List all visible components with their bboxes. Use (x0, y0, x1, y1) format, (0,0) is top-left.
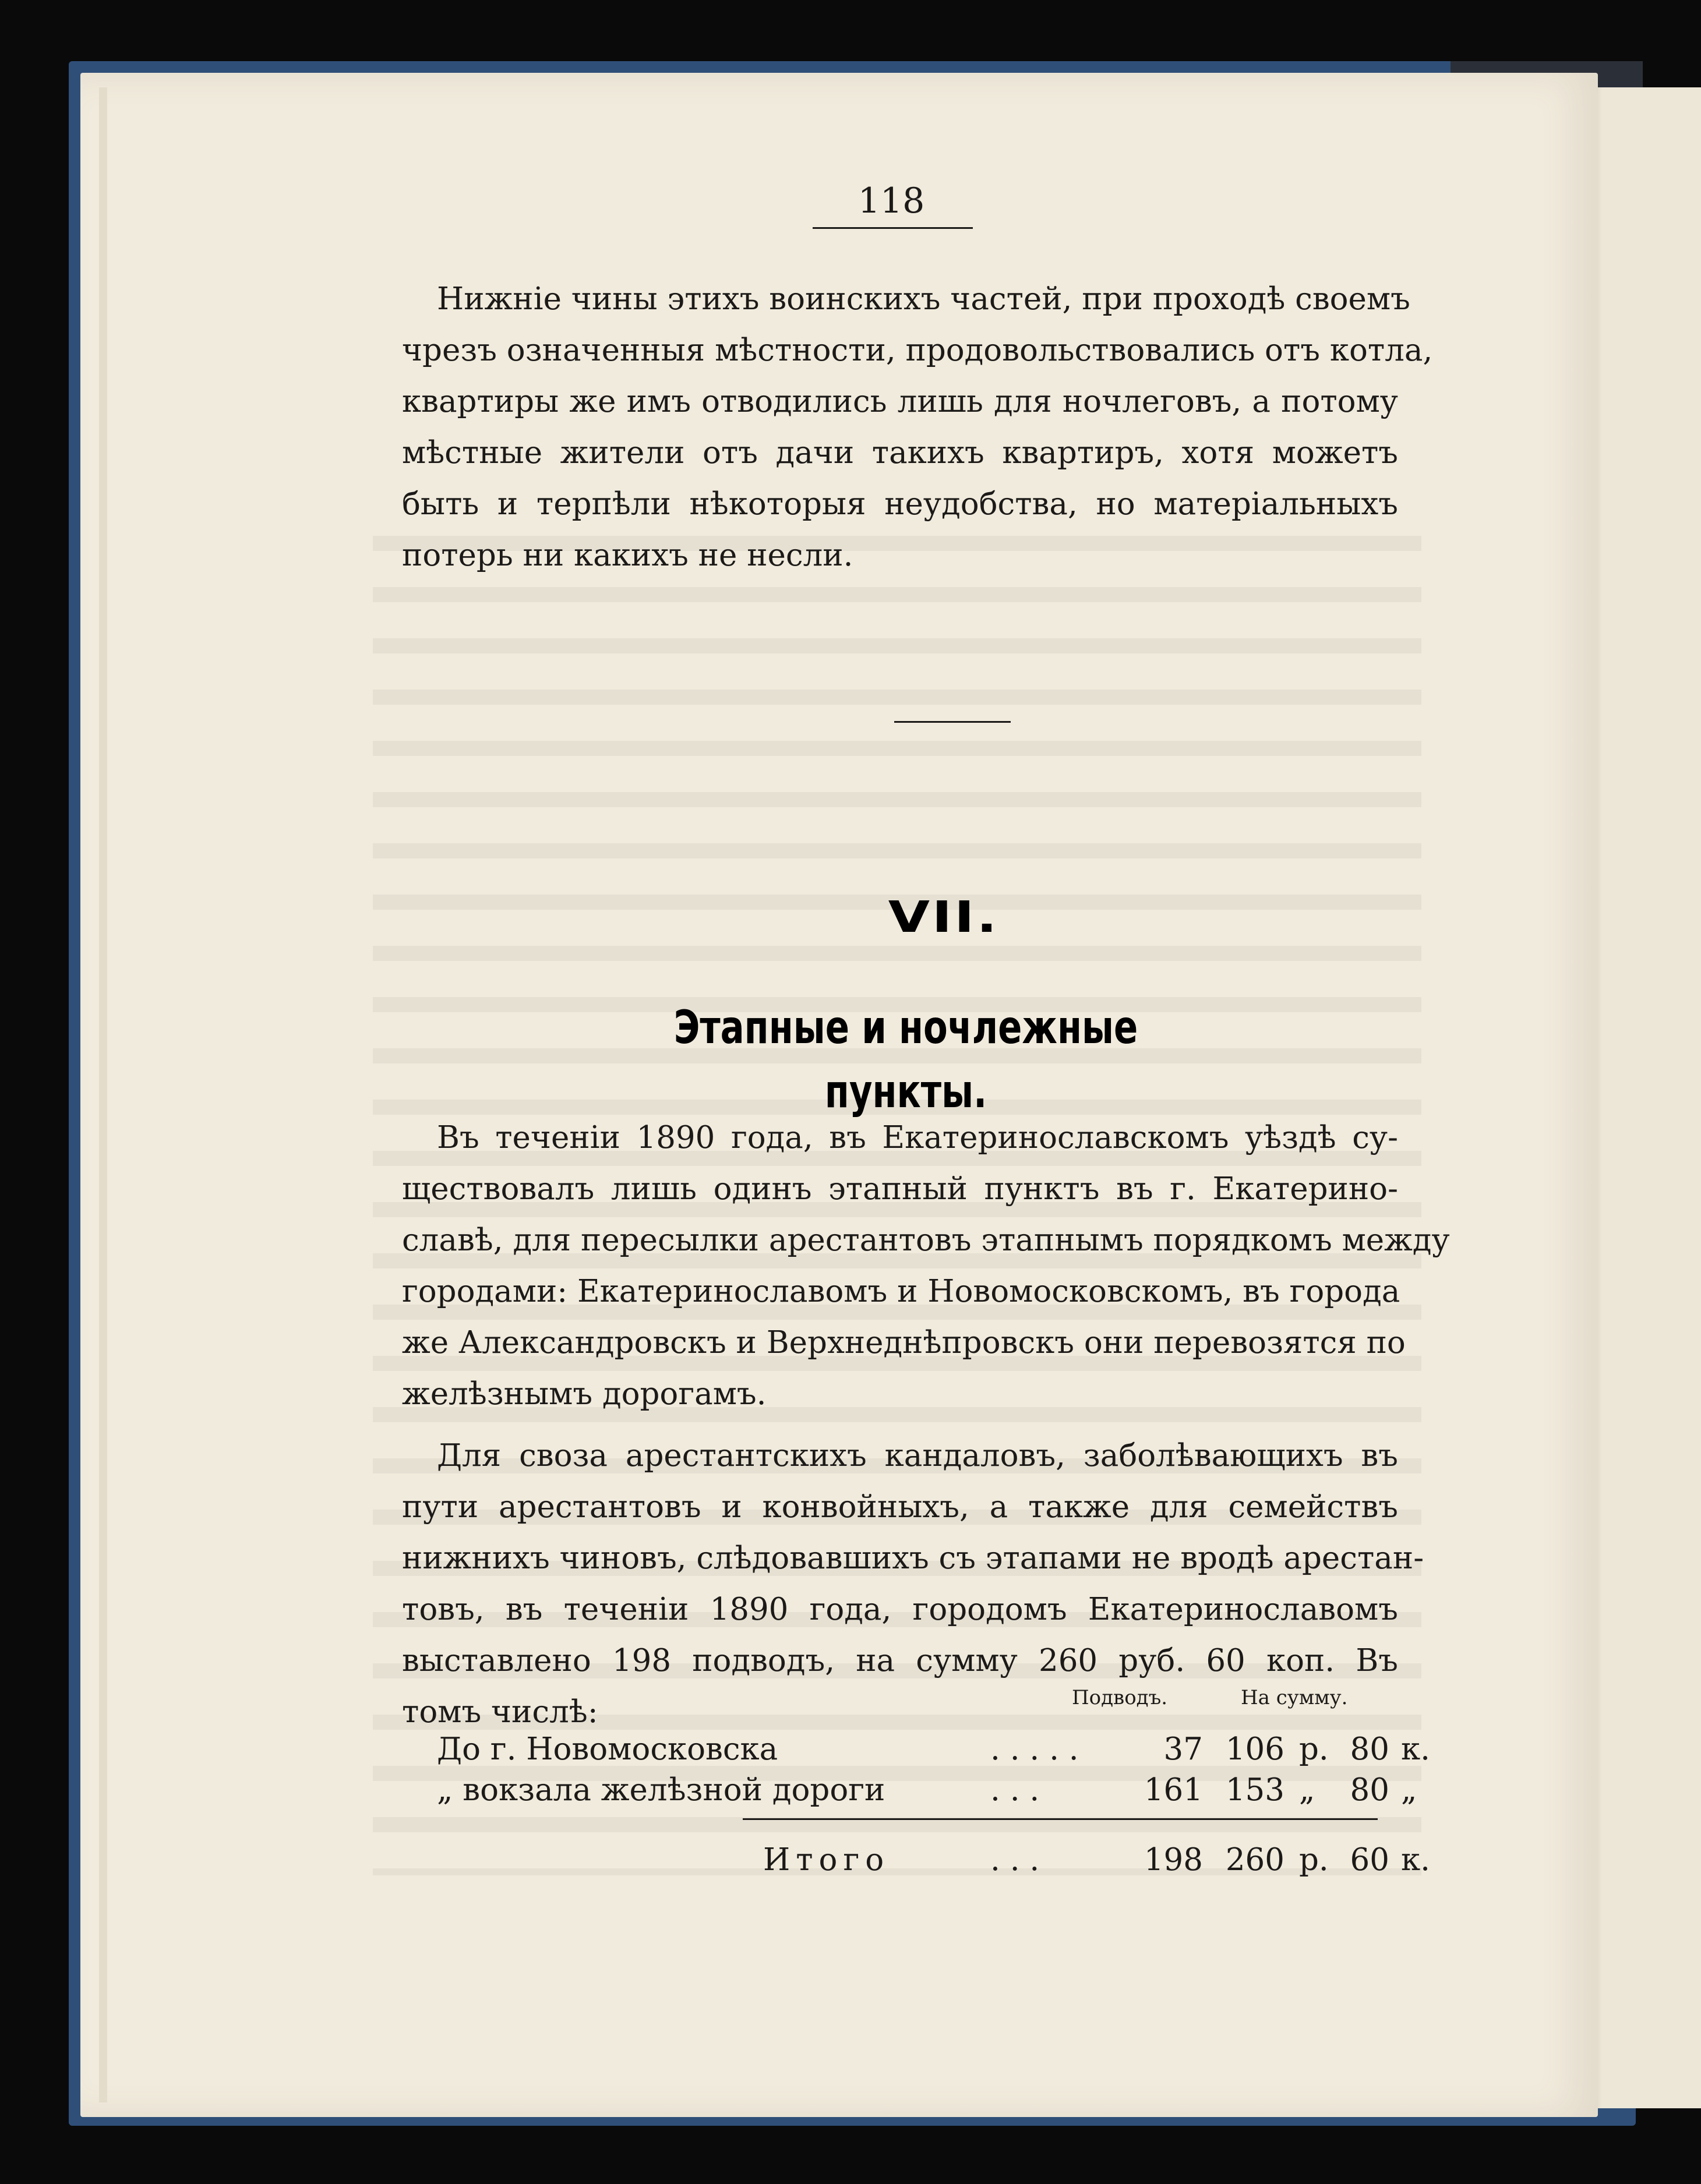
row-label: До г. Новомосковска (437, 1731, 778, 1767)
row-kop-unit: „ (1401, 1772, 1417, 1808)
page-stack-edge (99, 87, 107, 2102)
table-intro-text: томъ числѣ: (402, 1694, 598, 1730)
total-label: Итого (763, 1842, 890, 1878)
text-line: быть и терпѣли нѣкоторыя неудобства, но матеріальныхъ (402, 486, 1398, 522)
text-line: Нижніе чины этихъ воинскихъ частей, при проходѣ своемъ (437, 281, 1410, 317)
total-carts: 198 (1144, 1842, 1203, 1878)
intro-paragraph (402, 274, 1433, 581)
paragraph-1 (402, 1112, 1450, 1420)
text-line: славѣ, для пересылки арестантовъ этапнымъ порядкомъ между (402, 1222, 1450, 1258)
row-label: „ вокзала желѣзной дороги (437, 1772, 885, 1808)
total-kop-unit: к. (1401, 1842, 1430, 1878)
total-dots: . . . (990, 1842, 1040, 1878)
table-total-row (402, 1835, 1430, 1886)
section-divider (894, 721, 1011, 723)
section-title: Этапные и ночлежные пункты. (673, 1002, 1138, 1118)
row-kop-unit: к. (1401, 1731, 1430, 1767)
text-line: выставлено 198 подводъ, на сумму 260 руб. 60 коп. Въ (402, 1643, 1398, 1678)
total-rub-unit: р. (1299, 1842, 1329, 1878)
col-header-sum: На сумму. (1241, 1686, 1348, 1709)
section-number: VII. (888, 892, 1000, 942)
text-line: мѣстные жители отъ дачи такихъ квартиръ, хотя можетъ (402, 435, 1398, 471)
text-line: нижнихъ чиновъ, слѣдовавшихъ съ этапами не вродѣ арестан- (402, 1540, 1424, 1576)
text-line: чрезъ означенныя мѣстности, продовольствовались отъ котла, (402, 333, 1433, 368)
row-rub: 106 (1225, 1731, 1284, 1767)
text-line: квартиры же имъ отводились лишь для ночлеговъ, а потому (402, 384, 1398, 419)
page-number-rule (813, 227, 973, 229)
text-line: потерь ни какихъ не несли. (402, 538, 853, 573)
total-kop: 60 (1350, 1842, 1389, 1878)
text-line: ществовалъ лишь одинъ этапный пунктъ въ г. Екатерино- (402, 1171, 1398, 1207)
sum-rule (743, 1818, 1378, 1820)
text-line: Для своза арестантскихъ кандаловъ, заболѣвающихъ въ (437, 1438, 1398, 1473)
text-line: желѣзнымъ дорогамъ. (402, 1376, 767, 1412)
total-rub: 260 (1225, 1842, 1284, 1878)
row-rub-unit: р. (1299, 1731, 1329, 1767)
page-number: 118 (857, 181, 925, 221)
row-dots: . . . (990, 1772, 1040, 1808)
row-dots: . . . . . (990, 1731, 1079, 1767)
col-header-carts: Подводъ. (1072, 1686, 1168, 1709)
row-carts: 161 (1144, 1772, 1203, 1808)
text-line: товъ, въ теченіи 1890 года, городомъ Екатеринославомъ (402, 1592, 1398, 1627)
row-kop: 80 (1350, 1772, 1389, 1808)
text-line: Въ теченіи 1890 года, въ Екатеринославскомъ уѣздѣ су- (437, 1120, 1398, 1155)
row-rub: 153 (1225, 1772, 1284, 1808)
paragraph-2 (402, 1430, 1424, 1687)
table-row (402, 1765, 1417, 1816)
row-kop: 80 (1350, 1731, 1389, 1767)
text-line: же Александровскъ и Верхнеднѣпровскъ они перевозятся по (402, 1325, 1406, 1360)
text-line: городами: Екатеринославомъ и Новомосковскомъ, въ города (402, 1274, 1400, 1309)
row-rub-unit: „ (1299, 1772, 1315, 1808)
row-carts: 37 (1163, 1731, 1203, 1767)
text-line: пути арестантовъ и конвойныхъ, а также для семействъ (402, 1489, 1398, 1525)
next-page-edge (1584, 87, 1701, 2108)
